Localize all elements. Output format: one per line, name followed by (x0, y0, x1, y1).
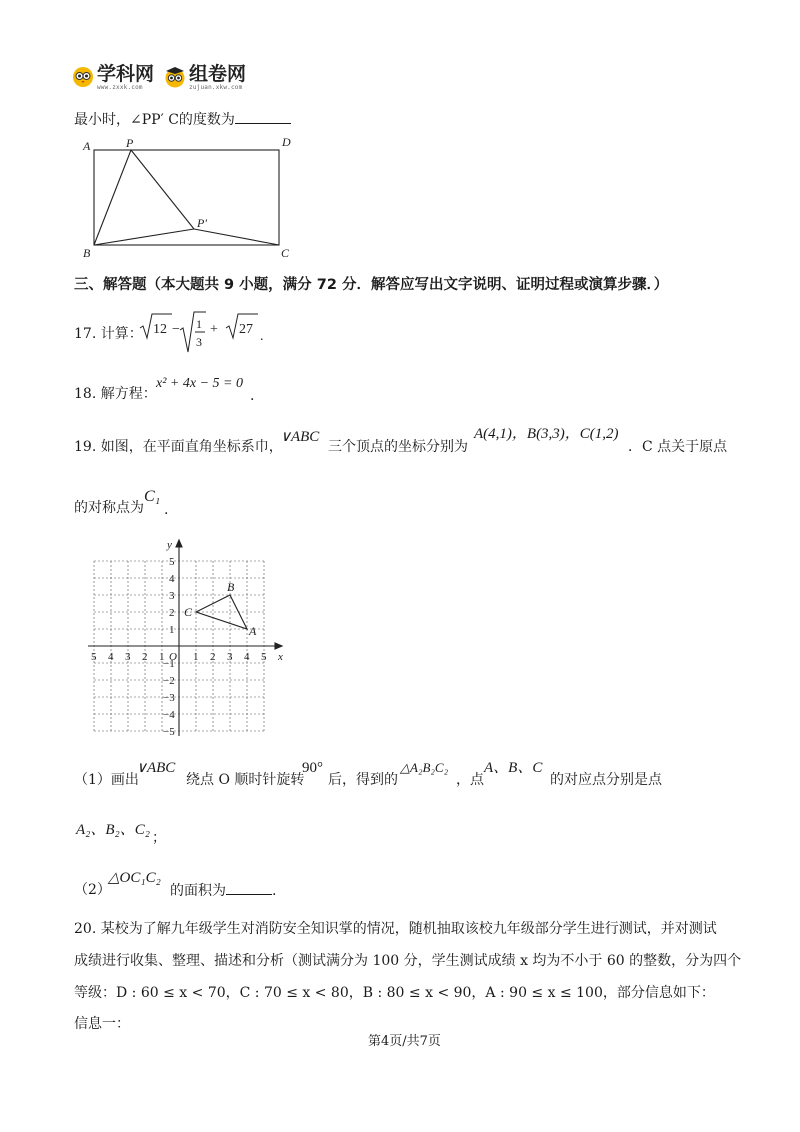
q19-sub1-line2-end: ； (152, 830, 166, 846)
section3-heading: 三、解答题（本大题共 9 小题，满分 72 分．解答应写出文字说明、证明过程或演算步骤．） (74, 277, 669, 293)
rectangle-figure (78, 136, 308, 264)
logo-xuekewang-name: 学科网 (97, 62, 155, 85)
y-tick-label: 1 (169, 624, 175, 636)
q18-equation: x² + 4x − 5 = 0 (156, 376, 243, 391)
q19-sub1-tri2: △A₂B₂C₂ (400, 760, 449, 775)
q19-sub1-pts: A、B、C (484, 760, 543, 776)
q17-expression (138, 310, 268, 356)
x-tick-label: 4 (108, 651, 114, 663)
origin-label: O (169, 651, 177, 663)
header-logos (72, 60, 246, 94)
q16-answer-blank (235, 109, 291, 124)
q18-prefix: 18. 解方程： (74, 386, 157, 402)
owl-graduate-icon (164, 66, 186, 88)
x-axis-arrow (275, 643, 282, 649)
q17-plus: + (210, 322, 218, 337)
q19-line1-a: 19. 如图，在平面直角坐标系巾， (74, 439, 283, 455)
q19-sub1-e: 的对应点分别是点 (550, 772, 662, 788)
label-D: D (282, 136, 291, 149)
y-tick-label: 3 (169, 590, 175, 602)
q16-tail-text: 最小时，∠PP′ C的度数为 (74, 112, 235, 128)
q19-sub1-c: 后，得到的 (328, 772, 398, 788)
label-A: A (83, 139, 91, 153)
q19-sub2-tri: △OC₁C₂ (108, 870, 161, 886)
q19-sub1-line2: A₂、B₂、C₂ (76, 822, 150, 838)
coordinate-grid (84, 536, 294, 746)
q19-sub2-a: （2） (74, 882, 111, 898)
y-tick-label: −3 (163, 692, 175, 704)
q20-line1: 20. 某校为了解九年级学生对消防安全知识掌的情况，随机抽取该校九年级部分学生进行测试，并对测试 (74, 921, 717, 937)
owl-icon (72, 66, 94, 88)
y-tick-label: 5 (169, 556, 175, 568)
q20-line3: 等级：D : 60 ≤ x < 70，C : 70 ≤ x < 80，B : 80 ≤ x < 90，A : 90 ≤ x ≤ 100，部分信息如下： (74, 985, 715, 1001)
x-tick-label: 3 (227, 651, 233, 663)
q19-triangle: ∨ABC (280, 429, 320, 445)
x-tick-label: 5 (91, 651, 97, 663)
x-tick-label: 2 (142, 651, 148, 663)
q19-line1-c: ．C 点关于原点 (628, 439, 728, 455)
logo-zujuanwang (164, 64, 246, 91)
x-tick-label: 1 (159, 651, 165, 663)
q19-sub1-b: 绕点 O 顺时针旋转 (186, 772, 305, 788)
q20-info1: 信息一： (74, 1016, 130, 1032)
y-tick-label: −2 (163, 675, 175, 687)
y-axis-arrow (176, 540, 182, 547)
q19-sub1-a: （1）画出 (74, 772, 139, 788)
q17-end: . (260, 329, 264, 344)
q19-sub2-b-wrap (170, 880, 276, 901)
point-label-C: C (184, 605, 193, 619)
q19-sub2-end: . (272, 883, 277, 899)
logo-zujuanwang-name: 组卷网 (189, 62, 247, 85)
y-axis-label: y (167, 539, 172, 551)
label-B: B (83, 246, 91, 260)
q20-line2: 成绩进行收集、整理、描述和分析（测试满分为 100 分，学生测试成绩 x 均为不小于 60 的整数，分为四个 (74, 953, 742, 969)
q17-frac-num: 1 (196, 317, 202, 331)
q19-line1-b: 三个顶点的坐标分别为 (328, 439, 468, 455)
x-tick-label: 4 (244, 651, 250, 663)
y-tick-label: −1 (163, 658, 175, 670)
logo-xuekewang-url: www.zxxk.com (97, 83, 143, 91)
y-tick-label: 4 (169, 573, 175, 585)
q17-sqrt12: 12 (153, 322, 167, 337)
q19-sub2-b: 的面积为 (170, 883, 226, 899)
logo-xuekewang (72, 64, 154, 91)
page-footer: 第4页/共7页 (368, 1034, 441, 1049)
x-tick-label: 2 (210, 651, 216, 663)
q18-end: . (250, 388, 255, 404)
q17-frac-den: 3 (196, 335, 202, 349)
q19-sub1-d: ，点 (456, 772, 484, 788)
label-C: C (281, 246, 290, 260)
q17-sqrt27: 27 (239, 322, 253, 337)
q19-sub2-blank (226, 880, 272, 895)
point-label-B: B (227, 580, 235, 594)
logo-zujuanwang-url: zujuan.xkw.com (189, 83, 243, 91)
q16-tail (74, 109, 291, 130)
x-tick-label: 5 (261, 651, 267, 663)
label-P: P (126, 136, 134, 150)
q17-prefix: 17. 计算： (74, 326, 143, 342)
x-axis-label: x (278, 651, 283, 663)
x-tick-label: 3 (125, 651, 131, 663)
q17-minus: − (172, 322, 180, 337)
q19-line2-end: . (164, 502, 169, 518)
label-P-prime: P′ (197, 216, 207, 230)
q19-line2: 的对称点为 (74, 500, 144, 516)
q19-sub1-tri: ∨ABC (136, 760, 176, 776)
point-label-A: A (249, 624, 257, 638)
q19-sub1-deg: 90° (302, 760, 323, 776)
q19-coords: A(4,1)，B(3,3)，C(1,2) (474, 426, 619, 442)
y-tick-label: 2 (169, 607, 175, 619)
x-tick-label: 1 (193, 651, 199, 663)
y-tick-label: −5 (163, 726, 175, 738)
y-tick-label: −4 (163, 709, 175, 721)
q19-c1: C₁ (144, 488, 161, 505)
